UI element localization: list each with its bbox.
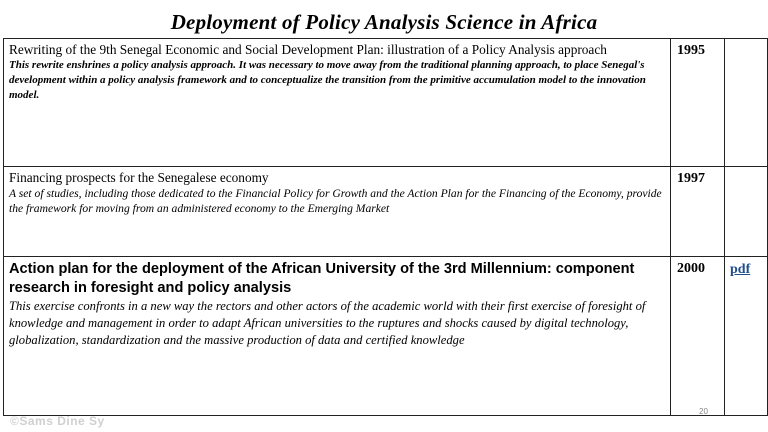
link-cell: [725, 257, 768, 416]
item-title: Financing prospects for the Senegalese economy: [9, 170, 269, 185]
year-cell: 2000: [671, 257, 725, 416]
slide-title: Deployment of Policy Analysis Science in Africa: [170, 10, 598, 34]
watermark: ©Sams Dine Sy: [10, 414, 105, 428]
link-cell: [725, 167, 768, 257]
table-row: [4, 39, 768, 167]
item-description: This rewrite enshrines a policy analysis approach. It was necessary to move away from the traditional planning approach, to place Senegal's development within a policy analysis framework and to conceptualize the transition from the primitive accumulation model to the innovation model.: [9, 59, 646, 101]
table-row: [4, 167, 768, 257]
item-cell: [4, 167, 671, 257]
deployment-table: [3, 38, 768, 416]
item-description: A set of studies, including those dedicated to the Financial Policy for Growth and the Action Plan for the Financing of the Economy, provide the framework for moving from an administered economy to the Emerging Market: [9, 187, 662, 215]
item-cell: [4, 39, 671, 167]
link-cell: [725, 39, 768, 167]
pdf-link[interactable]: pdf: [730, 262, 751, 277]
year-cell: 1995: [671, 39, 725, 167]
item-title: Action plan for the deployment of the African University of the 3rd Millennium: component research in foresight and policy analysis: [9, 261, 635, 296]
item-title: Rewriting of the 9th Senegal Economic and Social Development Plan: illustration of a Policy Analysis approach: [9, 42, 607, 57]
year-cell: 1997: [671, 167, 725, 257]
slide-number: 20: [699, 407, 708, 416]
item-description: This exercise confronts in a new way the rectors and other actors of the academic world with their first exercise of foresight of knowledge and management in order to adapt African universities to the ruptures and shocks caused by digital technology, globalization, standardization and the massive production of data and certified knowledge: [9, 299, 646, 347]
table-row: [4, 257, 768, 416]
item-cell: [4, 257, 671, 416]
